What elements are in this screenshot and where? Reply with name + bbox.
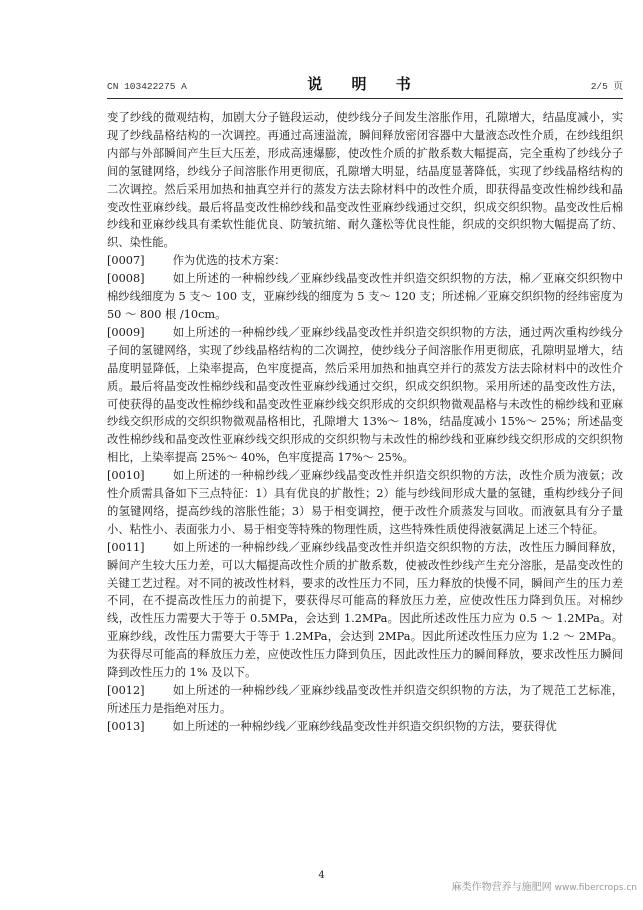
paragraph-tag: [0008] (107, 272, 145, 286)
paragraph-text: 变了纱线的微观结构，加剧大分子链段运动，使纱线分子间发生溶胀作用，孔隙增大，结晶度减小，实现了纱线晶格结构的一次调控。再通过高速溢流，瞬间释放密闭容器中大量液态改性介质，在纱线组织内部与外部瞬间产生巨大压差，形成高速爆膨，使改性介质的扩散系数大幅提高，完全重构了纱线分子间的氢键网络，纱线分子间溶胀作用更彻底，孔隙增大明显，结晶度显著降低，实现了纱线晶格结构的二次调控。然后采用加热和抽真空并行的蒸发方法去除材料中的改性介质，即获得晶变改性棉纱线和晶变改性亚麻纱线。最后将晶变改性棉纱线和晶变改性亚麻纱线通过交织，织成交织织物。晶变改性后棉纱线和亚麻纱线具有柔软性能优良、防皱抗缩、耐久蓬松等优良性能，织成的交织织物大幅提高了纺、织、染性能。 (107, 111, 623, 250)
paragraph-0013 (107, 718, 623, 736)
paragraph-0008 (107, 270, 623, 324)
page-ratio: 2/5 页 (590, 81, 623, 92)
paragraph-tag: [0009] (107, 325, 145, 339)
paragraph-text: 如上所述的一种棉纱线／亚麻纱线晶变改性并织造交织织物的方法，棉／亚麻交织织物中棉纱线细度为 5 支～ 100 支，亚麻纱线的细度为 5 支～ 120 支；所述棉／亚麻交织织物的经纬密度为 50 ～ 800 根 /10cm。 (107, 272, 623, 321)
paragraph-text: 如上所述的一种棉纱线／亚麻纱线晶变改性并织造交织织物的方法，要获得优 (172, 719, 557, 733)
paragraph-0007 (107, 252, 623, 270)
paragraph-tag: [0010] (107, 469, 145, 483)
document-title: 说 明 书 (307, 75, 423, 93)
paragraph-text: 如上所述的一种棉纱线／亚麻纱线晶变改性并织造交织织物的方法，改性压力瞬间释放，瞬间产生较大压力差，可以大幅提高改性介质的扩散系数，使被改性纱线产生充分溶胀，是晶变改性的关键工艺过程。对不同的被改性材料，要求的改性压力不同，压力释放的快慢不同，瞬间产生的压力差不同，在不提高改性压力的前提下，要获得尽可能高的释放压力差，应使改性压力降到负压。对棉纱线，改性压力需要大于等于 0.5MPa，会达到 1.2MPa。因此所述改性压力应为 0.5 ～ 1.2MPa。对亚麻纱线，改性压力需要大于等于 1.2MPa，会达到 2MPa。因此所述改性压力应为 1.2 ～ 2MPa。为获得尽可能高的释放压力差，应使改性压力降到负压，因此改性压力的瞬间释放，要求改性压力瞬间降到改性压力的 1% 及以下。 (107, 540, 623, 680)
paragraph-tag: [0013] (107, 719, 145, 733)
watermark-text: 麻类作物营养与施肥网 (451, 882, 552, 893)
paragraph-text: 如上所述的一种棉纱线／亚麻纱线晶变改性并织造交织织物的方法，通过两次重构纱线分子间的氢键网络，实现了纱线晶格结构的二次调控，使纱线分子间溶胀作用更彻底，孔隙明显增大，结晶度明显降低，上染率提高，色牢度提高，然后采用加热和抽真空并行的蒸发方法去除材料中的改性介质。最后将晶变改性棉纱线和晶变改性亚麻纱线通过交织，织成交织织物。采用所述的晶变改性方法，可使获得的晶变改性棉纱线和晶变改性亚麻纱线交织形成的交织织物微观晶格与未改性的棉纱线和亚麻纱线交织形成的交织织物微观晶格相比，孔隙增大 13%～ 18%，结晶度减小 15%～ 25%；所述晶变改性棉纱线和晶变改性亚麻纱线交织形成的交织织物与未改性的棉纱线和亚麻纱线交织形成的交织织物相比，上染率提高 25%～ 40%，色牢度提高 17%～ 25%。 (107, 325, 623, 465)
paragraph-tag: [0012] (107, 684, 145, 697)
watermark-url: www.fibercrops.cn (554, 883, 637, 893)
document-body (107, 109, 623, 736)
patent-number: CN 103422275 A (107, 81, 187, 92)
paragraph-0011 (107, 539, 623, 682)
paragraph-text: 如上所述的一种棉纱线／亚麻纱线晶变改性并织造交织织物的方法，为了规范工艺标准，所述压力是指绝对压力。 (107, 684, 623, 715)
paragraph-tag: [0011] (107, 540, 145, 554)
paragraph-text: 如上所述的一种棉纱线／亚麻纱线晶变改性并织造交织织物的方法，改性介质为液氨；改性介质需具备如下三点特征：1）具有优良的扩散性；2）能与纱线间形成大量的氢键，重构纱线分子间的氢键网络，提高纱线的溶胀性能；3）易于相变调控，便于改性介质蒸发与回收。而液氨具有分子量小、粘性小、表面张力小、易于相变等特殊的物理性质，这些特殊性质使得液氨满足上述三个特征。 (107, 469, 623, 536)
paragraph-text: 作为优选的技术方案： (172, 254, 286, 268)
page-number: 4 (318, 870, 325, 881)
paragraph-0012 (107, 682, 623, 718)
paragraph-continued (107, 109, 623, 252)
page-header (107, 72, 623, 99)
watermark (452, 878, 637, 893)
paragraph-0009 (107, 324, 623, 467)
paragraph-tag: [0007] (107, 254, 145, 268)
paragraph-0010 (107, 467, 623, 539)
